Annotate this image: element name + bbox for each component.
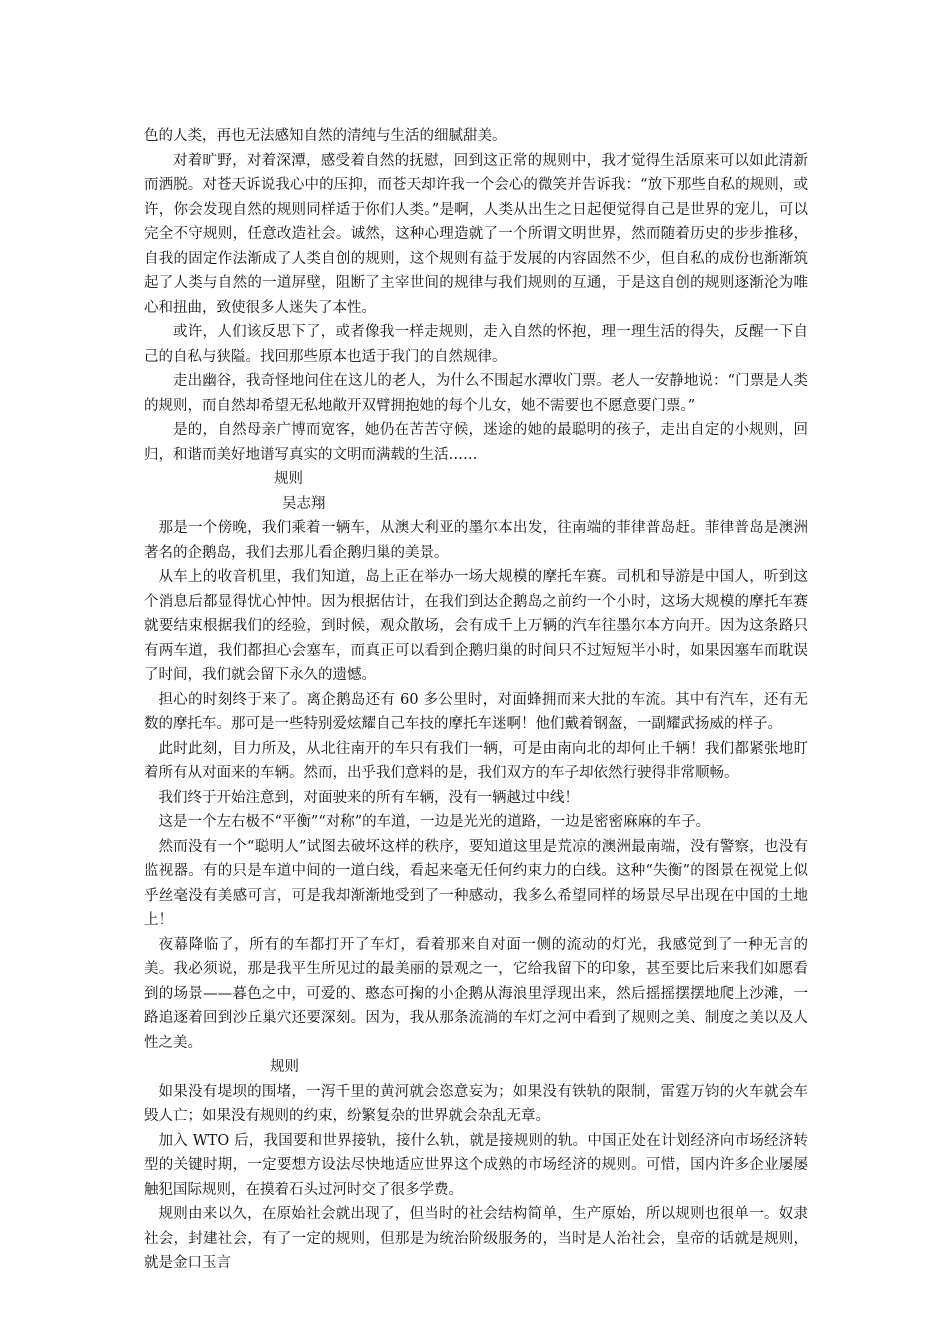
document-page [144, 124, 808, 1276]
paragraph: 色的人类，再也无法感知自然的清纯与生活的细腻甜美。 [144, 128, 507, 144]
essay-title: 规则 [274, 471, 303, 487]
paragraph: 如果没有堤坝的围堵，一泻千里的黄河就会恣意妄为；如果没有铁轨的限制，雷霆万钧的火车就会车毁人亡；如果没有规则的约束，纷繁复杂的世界就会杂乱无章。 [144, 1083, 808, 1124]
paragraph: 然而没有一个“聪明人”试图去破坏这样的秩序，要知道这里是荒凉的澳洲最南端，没有警察，也没有监视器。有的只是车道中间的一道白线，看起来毫无任何约束力的白线。这种“失衡”的图景在视觉上似乎丝毫没有美感可言，可是我却渐渐地受到了一种感动，我多么希望同样的场景尽早出现在中国的土地上！ [144, 838, 808, 928]
paragraph: 此时此刻，目力所及，从北往南开的车只有我们一辆，可是由南向北的却何止千辆！我们都紧张地盯着所有从对面来的车辆。然而，出乎我们意料的是，我们双方的车子却依然行驶得非常顺畅。 [144, 740, 808, 781]
paragraph: 我们终于开始注意到，对面驶来的所有车辆，没有一辆越过中线！ [158, 789, 579, 806]
paragraph: 这是一个左右极不“平衡”“对称”的车道，一边是光光的道路，一边是密密麻麻的车子。 [158, 814, 711, 830]
essay-author: 吴志翔 [282, 495, 326, 512]
paragraph: 那是一个傍晚，我们乘着一辆车，从澳大利亚的墨尔本出发，往南端的菲律普岛赶。菲律普岛是澳洲著名的企鹅岛，我们去那儿看企鹅归巢的美景。 [144, 520, 808, 561]
essay-title: 规则 [270, 1059, 299, 1075]
paragraph: 对着旷野，对着深潭，感受着自然的抚慰，回到这正常的规则中，我才觉得生活原来可以如此清新而洒脱。对苍天诉说我心中的压抑，而苍天却许我一个会心的微笑并告诉我：“放下那些自私的规则，或许，你会发现自然的规则同样适于你们人类。”是啊，人类从出生之日起便觉得自己是世界的宠儿，可以完全不守规则，任意改造社会。诚然，这种心理造就了一个所谓文明世界，然而随着历史的步步推移，自我的固定作法渐成了人类自创的规则，这个规则有益于发展的内容固然不少，但自私的成份也渐渐筑起了人类与自然的一道屏壁，阻断了主宰世间的规律与我们规则的互通，于是这自创的规则逐渐沦为唯心和扭曲，致使很多人迷失了本性。 [144, 152, 808, 316]
paragraph: 是的，自然母亲广博而宽客，她仍在苦苦守候，迷途的她的最聪明的孩子，走出自定的小规则，回归，和谐而美好地谱写真实的文明而满载的生活…… [144, 422, 808, 463]
paragraph: 规则由来以久，在原始社会就出现了，但当时的社会结构简单，生产原始，所以规则也很单一。奴隶社会，封建社会，有了一定的规则，但那是为统治阶级服务的，当时是人治社会，皇帝的话就是规则，就是金口玉言 [144, 1206, 808, 1271]
paragraph: 走出幽谷，我奇怪地问住在这儿的老人，为什么不围起水潭收门票。老人一安静地说：“门票是人类的规则，而自然却希望无私地敞开双臂拥抱她的每个儿女，她不需要也不愿意要门票。” [144, 373, 808, 414]
paragraph: 加入 WTO 后，我国要和世界接轨，接什么轨，就是接规则的轨。中国正处在计划经济向市场经济转型的关键时期，一定要想方设法尽快地适应世界这个成熟的市场经济的规则。可惜，国内许多企业屡屡触犯国际规则，在摸着石头过河时交了很多学费。 [144, 1132, 808, 1198]
paragraph: 夜幕降临了，所有的车都打开了车灯，看着那来自对面一侧的流动的灯光，我感觉到了一种无言的美。我必须说，那是我平生所见过的最美丽的景观之一，它给我留下的印象，甚至要比后来我们如愿看到的场景——暮色之中，可爱的、憨态可掬的小企鹅从海浪里浮现出来，然后摇摇摆摆地爬上沙滩，一路追逐着回到沙丘巢穴还要深刻。因为，我从那条流淌的车灯之河中看到了规则之美、制度之美以及人性之美。 [144, 936, 808, 1051]
paragraph: 从车上的收音机里，我们知道，岛上正在举办一场大规模的摩托车赛。司机和导游是中国人，听到这个消息后都显得忧心忡忡。因为根据估计，在我们到达企鹅岛之前约一个小时，这场大规模的摩托车赛就要结束根据我们的经验，到时候，观众散场，会有成千上万辆的汽车往墨尔本方向开。因为这条路只有两车道，我们都担心会塞车，而真正可以看到企鹅归巢的时间只不过短短半小时，如果因塞车而耽误了时间，我们就会留下永久的遗憾。 [144, 569, 808, 683]
paragraph: 担心的时刻终于来了。离企鹅岛还有 60 多公里时，对面蜂拥而来大批的车流。其中有汽车，还有无数的摩托车。那可是一些特别爱炫耀自己车技的摩托车迷啊！他们戴着钢盔，一副耀武扬威的样子。 [144, 691, 808, 732]
paragraph: 或许，人们该反思下了，或者像我一样走规则，走入自然的怀抱，理一理生活的得失，反醒一下自己的自私与狭隘。找回那些原本也适于我门的自然规律。 [144, 324, 808, 365]
